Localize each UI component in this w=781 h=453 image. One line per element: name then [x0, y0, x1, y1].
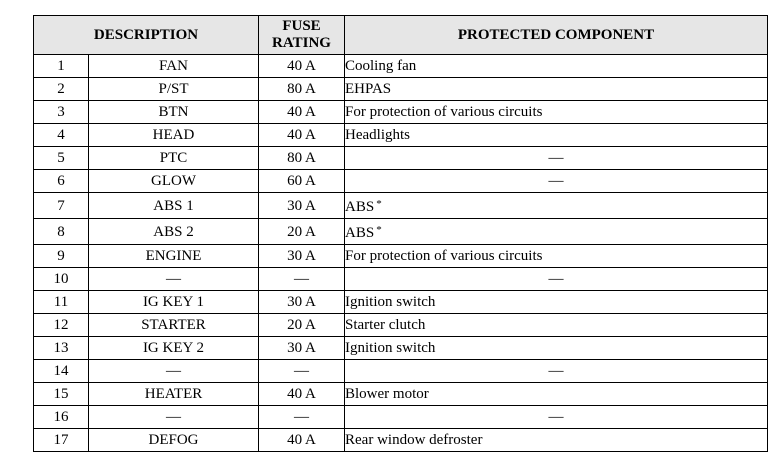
footnote-asterisk: *	[376, 198, 382, 210]
protected-component-text: Cooling fan	[345, 58, 417, 74]
fuse-description: IG KEY 2	[89, 337, 259, 360]
fuse-rating: 30 A	[259, 337, 345, 360]
table-row	[34, 268, 768, 291]
table-row	[34, 78, 768, 101]
table-body	[34, 55, 768, 452]
fuse-description: ABS 1	[89, 193, 259, 219]
fuse-number: 6	[34, 170, 89, 193]
fuse-number: 10	[34, 268, 89, 291]
protected-component	[345, 170, 768, 193]
fuse-rating: —	[259, 360, 345, 383]
fuse-number: 14	[34, 360, 89, 383]
fuse-number: 3	[34, 101, 89, 124]
protected-component	[345, 245, 768, 268]
fuse-description: —	[89, 268, 259, 291]
header-fuse-rating	[259, 16, 345, 55]
fuse-description: GLOW	[89, 170, 259, 193]
protected-component-text: Starter clutch	[345, 317, 426, 333]
protected-component	[345, 268, 768, 291]
table-row	[34, 101, 768, 124]
fuse-rating: —	[259, 268, 345, 291]
fuse-description: PTC	[89, 147, 259, 170]
protected-component-text: —	[548, 409, 564, 425]
table-row	[34, 383, 768, 406]
fuse-rating: 30 A	[259, 291, 345, 314]
protected-component-text: Ignition switch	[345, 294, 436, 310]
fuse-number: 5	[34, 147, 89, 170]
protected-component-text: ABS	[345, 199, 375, 215]
fuse-rating: 20 A	[259, 314, 345, 337]
protected-component-text: EHPAS	[345, 81, 392, 97]
protected-component	[345, 406, 768, 429]
table-header	[34, 16, 768, 55]
header-fuse-rating-line1: FUSE	[282, 18, 321, 34]
fuse-description: FAN	[89, 55, 259, 78]
protected-component-text: Headlights	[345, 127, 410, 143]
protected-component	[345, 55, 768, 78]
protected-component-text: For protection of various circuits	[345, 104, 543, 120]
fuse-description: —	[89, 360, 259, 383]
protected-component	[345, 101, 768, 124]
protected-component-text: —	[548, 271, 564, 287]
table-row	[34, 314, 768, 337]
protected-component	[345, 147, 768, 170]
header-fuse-rating-line2: RATING	[272, 35, 331, 51]
protected-component	[345, 124, 768, 147]
fuse-number: 8	[34, 219, 89, 245]
protected-component	[345, 291, 768, 314]
protected-component-text: ABS	[345, 225, 375, 241]
header-description: DESCRIPTION	[34, 16, 259, 55]
protected-component	[345, 78, 768, 101]
protected-component-text: —	[548, 150, 564, 166]
footnote-asterisk: *	[376, 224, 382, 236]
fuse-rating: 30 A	[259, 245, 345, 268]
header-row	[34, 16, 768, 55]
fuse-description: ENGINE	[89, 245, 259, 268]
fuse-rating: 30 A	[259, 193, 345, 219]
fuse-rating: 80 A	[259, 78, 345, 101]
table-row	[34, 170, 768, 193]
fuse-table	[33, 15, 768, 452]
fuse-description: HEAD	[89, 124, 259, 147]
fuse-rating: 40 A	[259, 124, 345, 147]
table-row	[34, 429, 768, 452]
table-row	[34, 245, 768, 268]
fuse-number: 9	[34, 245, 89, 268]
table-row	[34, 219, 768, 245]
table-row	[34, 55, 768, 78]
fuse-number: 12	[34, 314, 89, 337]
header-protected-component: PROTECTED COMPONENT	[345, 16, 768, 55]
fuse-description: P/ST	[89, 78, 259, 101]
fuse-rating: 20 A	[259, 219, 345, 245]
fuse-description: BTN	[89, 101, 259, 124]
fuse-number: 1	[34, 55, 89, 78]
protected-component	[345, 193, 768, 219]
fuse-number: 11	[34, 291, 89, 314]
table-row	[34, 193, 768, 219]
protected-component-text: Blower motor	[345, 386, 429, 402]
fuse-number: 2	[34, 78, 89, 101]
protected-component-text: Ignition switch	[345, 340, 436, 356]
protected-component	[345, 429, 768, 452]
fuse-description: ABS 2	[89, 219, 259, 245]
fuse-number: 4	[34, 124, 89, 147]
protected-component-text: —	[548, 173, 564, 189]
protected-component	[345, 383, 768, 406]
fuse-description: IG KEY 1	[89, 291, 259, 314]
protected-component-text: Rear window defroster	[345, 432, 483, 448]
fuse-rating: 80 A	[259, 147, 345, 170]
table-row	[34, 360, 768, 383]
fuse-number: 17	[34, 429, 89, 452]
protected-component-text: For protection of various circuits	[345, 248, 543, 264]
fuse-rating: 40 A	[259, 383, 345, 406]
fuse-rating: 40 A	[259, 101, 345, 124]
fuse-description: —	[89, 406, 259, 429]
table-row	[34, 337, 768, 360]
fuse-number: 13	[34, 337, 89, 360]
table-row	[34, 406, 768, 429]
fuse-rating: —	[259, 406, 345, 429]
fuse-description: HEATER	[89, 383, 259, 406]
protected-component	[345, 360, 768, 383]
table-row	[34, 147, 768, 170]
fuse-number: 15	[34, 383, 89, 406]
fuse-description: DEFOG	[89, 429, 259, 452]
fuse-number: 16	[34, 406, 89, 429]
protected-component-text: —	[548, 363, 564, 379]
fuse-rating: 60 A	[259, 170, 345, 193]
protected-component	[345, 219, 768, 245]
table-row	[34, 124, 768, 147]
fuse-number: 7	[34, 193, 89, 219]
fuse-rating: 40 A	[259, 429, 345, 452]
fuse-description: STARTER	[89, 314, 259, 337]
fuse-rating: 40 A	[259, 55, 345, 78]
protected-component	[345, 314, 768, 337]
protected-component	[345, 337, 768, 360]
table-row	[34, 291, 768, 314]
